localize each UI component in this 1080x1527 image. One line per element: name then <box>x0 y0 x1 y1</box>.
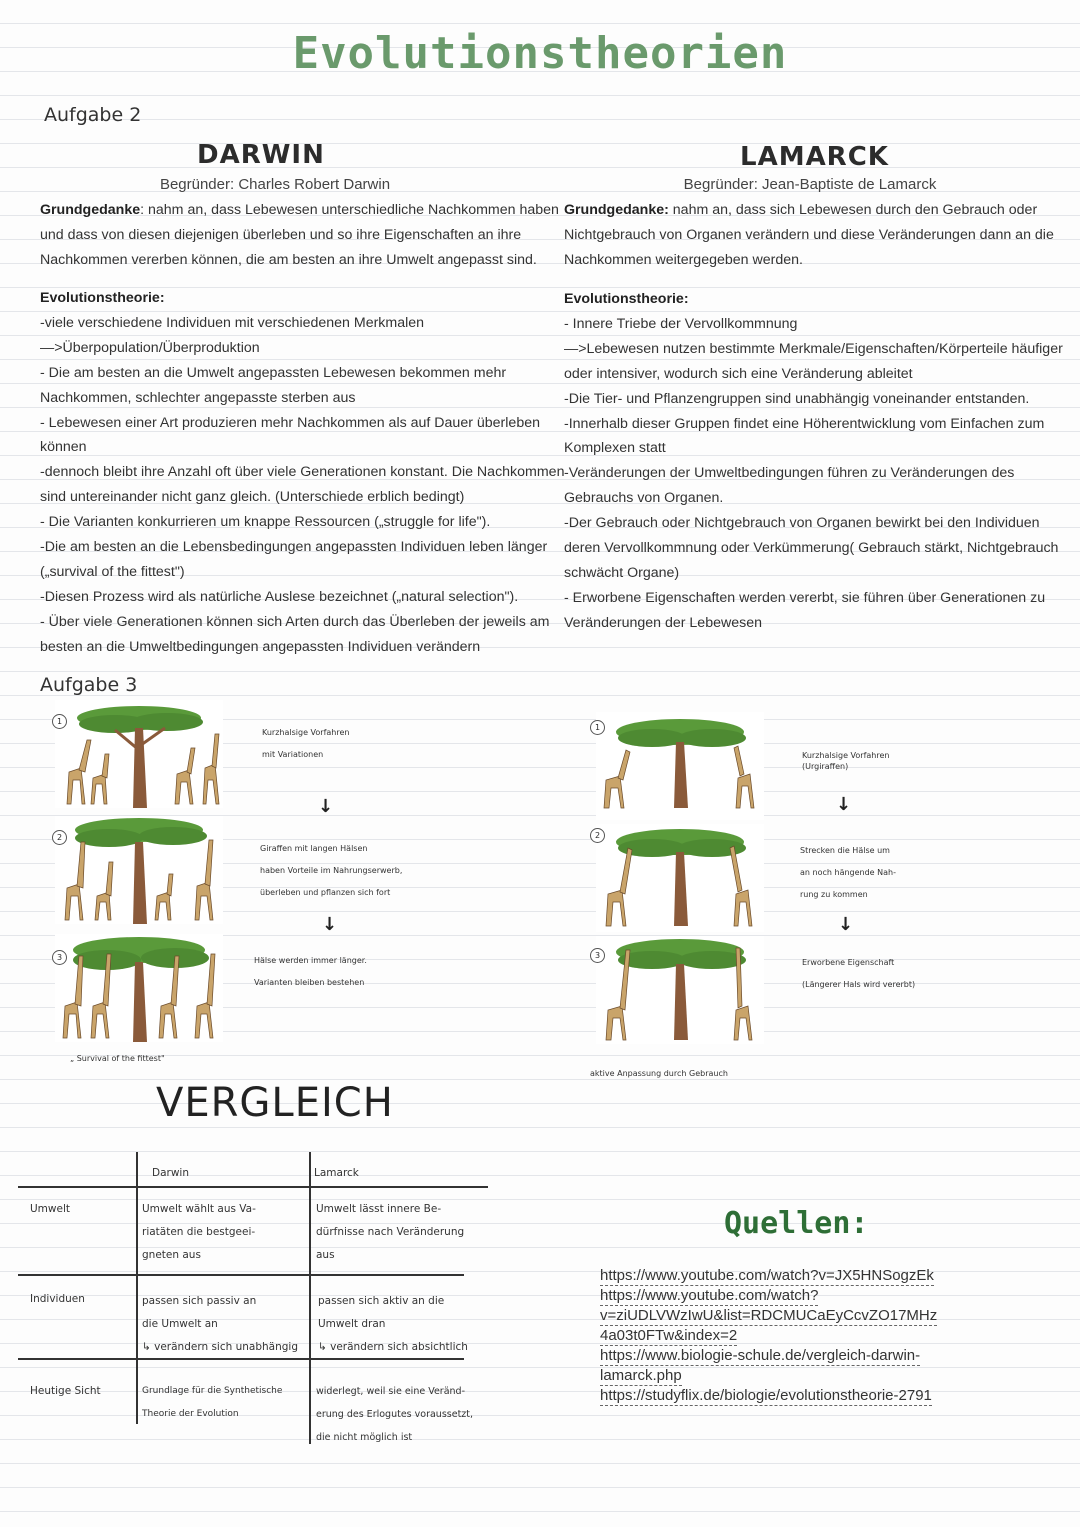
theorie-label: Evolutionstheorie: <box>40 290 165 306</box>
theorie-line: -Der Gebrauch oder Nichtgebrauch von Organen bewirkt bei den Individuen <box>564 515 1040 532</box>
lamarck-theorie <box>564 287 1064 636</box>
grundgedanke-label: Grundgedanke: <box>564 202 669 218</box>
theorie-label: Evolutionstheorie: <box>564 291 689 307</box>
theorie-line: schwächt Organe) <box>564 564 680 581</box>
theorie-line: besten an die Umweltbedingungen angepassten Individuen verändern <box>40 638 481 655</box>
lamarck-illustration-1 <box>596 712 764 820</box>
darwin-illustration-1 <box>55 700 223 808</box>
darwin-theorie <box>40 286 565 660</box>
text-line: und dass von diesen diejenigen überleben und so ihre Eigenschaften an ihre <box>40 226 522 243</box>
table-divider <box>309 1152 311 1444</box>
cell-lamarck-heutige-sicht <box>316 1380 473 1449</box>
table-divider <box>136 1152 138 1424</box>
table-divider <box>18 1186 488 1188</box>
lamarck-theorie-list <box>564 312 1064 636</box>
cell-line: riatäten die bestgeei- <box>142 1226 256 1238</box>
row-label-heutige-sicht: Heutige Sicht <box>30 1385 101 1397</box>
cell-darwin-heutige-sicht <box>142 1380 282 1426</box>
grundgedanke-label: Grundgedanke <box>40 202 141 218</box>
step-number: 2 <box>590 828 605 843</box>
note-line: rung zu kommen <box>800 890 868 899</box>
cell-line: gneten aus <box>142 1249 201 1261</box>
lamarck-illustration-2 <box>596 824 764 932</box>
row-label-individuen: Individuen <box>30 1293 85 1305</box>
cell-lamarck-umwelt <box>316 1198 464 1267</box>
cell-line: die Umwelt an <box>142 1318 218 1330</box>
theorie-line: Gebrauchs von Organen. <box>564 490 724 507</box>
cell-lamarck-individuen <box>318 1290 468 1359</box>
lamarck-heading: LAMARCK <box>740 142 889 172</box>
note-line: (Urgiraffen) <box>802 762 849 771</box>
theorie-line: - Lebewesen einer Art produzieren mehr Nachkommen als auf Dauer überleben <box>40 414 540 431</box>
text-line: nahm an, dass sich Lebewesen durch den Gebrauch oder <box>668 202 1038 218</box>
darwin-heading: DARWIN <box>197 140 325 170</box>
note-line: Kurzhalsige Vorfahren <box>802 751 890 760</box>
row-label-umwelt: Umwelt <box>30 1203 70 1215</box>
cell-line: Grundlage für die Synthetische <box>142 1386 283 1396</box>
lamarck-grundgedanke <box>564 198 1064 273</box>
lamarck-note-1 <box>802 750 889 772</box>
darwin-grundgedanke <box>40 198 559 273</box>
text-line: : nahm an, dass Lebewesen unterschiedliche Nachkommen haben <box>140 202 559 218</box>
source-link[interactable]: https://www.biologie-schule.de/vergleich-darwin- <box>600 1347 921 1364</box>
cell-line: aus <box>316 1249 335 1261</box>
theorie-line: —>Lebewesen nutzen bestimmte Merkmale/Eigenschaften/Körperteile häufiger <box>564 340 1063 357</box>
text-line: Nachkommen weitergegeben werden. <box>564 251 803 268</box>
cell-line: Umwelt lässt innere Be- <box>316 1203 442 1215</box>
theorie-line: -Die Tier- und Pflanzengruppen sind unabhängig voneinander entstanden. <box>564 390 1030 407</box>
step-number: 3 <box>52 950 67 965</box>
note-line: Hälse werden immer länger. <box>254 956 367 965</box>
note-line: Strecken die Hälse um <box>800 846 890 855</box>
page-title: Evolutionstheorien <box>292 28 788 79</box>
note-line: Varianten bleiben bestehen <box>254 978 365 987</box>
down-arrow-icon: ↓ <box>322 914 338 935</box>
aufgabe-2-label: Aufgabe 2 <box>44 104 142 126</box>
note-line: Kurzhalsige Vorfahren <box>262 728 350 737</box>
theorie-line: oder intensiver, wodurch sich eine Veränderung ableitet <box>564 365 913 382</box>
theorie-line: —>Überpopulation/Überproduktion <box>40 339 260 356</box>
lamarck-note-2 <box>800 840 896 906</box>
darwin-theorie-list <box>40 311 565 660</box>
cell-line: widerlegt, weil sie eine Veränd- <box>316 1386 466 1397</box>
theorie-line: - Über viele Generationen können sich Arten durch das Überleben der jeweils am <box>40 613 550 630</box>
theorie-line: -Veränderungen der Umweltbedingungen führen zu Veränderungen des <box>564 465 1015 482</box>
theorie-line: sind untereinander nicht ganz gleich. (Unterschiede erblich bedingt) <box>40 489 465 506</box>
theorie-line: - Die am besten an die Umwelt angepassten Lebewesen bekommen mehr <box>40 364 507 381</box>
step-number: 2 <box>52 830 67 845</box>
note-line: (Längerer Hals wird vererbt) <box>802 980 916 989</box>
source-link[interactable]: https://www.youtube.com/watch?v=JX5HNSogzEk <box>600 1267 934 1284</box>
theorie-line: -Innerhalb dieser Gruppen findet eine Höherentwicklung vom Einfachen zum <box>564 415 1045 432</box>
cell-line: passen sich passiv an <box>142 1295 257 1307</box>
lamarck-note-3 <box>802 952 915 996</box>
cell-darwin-individuen <box>142 1290 298 1359</box>
note-line: überleben und pflanzen sich fort <box>260 888 391 897</box>
cell-line: ↳ verändern sich unabhängig <box>142 1341 299 1353</box>
theorie-line: - Erworbene Eigenschaften werden vererbt, sie führen über Generationen zu <box>564 589 1046 606</box>
comparison-table <box>18 1152 488 1448</box>
aufgabe-3-label: Aufgabe 3 <box>40 674 138 696</box>
darwin-note-3 <box>254 950 367 994</box>
theorie-line: -dennoch bleibt ihre Anzahl oft über viele Generationen konstant. Die Nachkommen <box>40 464 565 481</box>
col-header-darwin: Darwin <box>152 1167 189 1179</box>
theorie-line: -Diesen Prozess wird als natürliche Auslese bezeichnet („natural selection"). <box>40 588 519 605</box>
cell-line: erung des Erlogutes voraussetzt, <box>316 1409 474 1420</box>
theorie-line: („survival of the fittest") <box>40 563 185 580</box>
darwin-note-1 <box>262 722 349 766</box>
theorie-line: Veränderungen der Lebewesen <box>564 614 762 631</box>
quellen-heading: Quellen: <box>724 1206 869 1241</box>
darwin-founder: Begründer: Charles Robert Darwin <box>159 176 391 193</box>
cell-line: Umwelt dran <box>318 1318 386 1330</box>
theorie-line: können <box>40 439 87 456</box>
darwin-illustration-2 <box>55 816 223 924</box>
source-link[interactable]: lamarck.php <box>600 1367 682 1384</box>
theorie-line: - Innere Triebe der Vervollkommnung <box>564 315 798 332</box>
darwin-diagram-caption: „ Survival of the fittest" <box>70 1054 165 1063</box>
note-line: Giraffen mit langen Hälsen <box>260 844 368 853</box>
theorie-line: -viele verschiedene Individuen mit verschiedenen Merkmalen <box>40 314 425 331</box>
darwin-note-2 <box>260 838 402 904</box>
text-line: Nachkommen vererben können, die am besten an ihre Umwelt angepasst sind. <box>40 251 537 268</box>
theorie-line: - Die Varianten konkurrieren um knappe Ressourcen („struggle for life"). <box>40 514 491 531</box>
down-arrow-icon: ↓ <box>318 796 334 817</box>
step-number: 3 <box>590 948 605 963</box>
vergleich-heading: VERGLEICH <box>156 1080 394 1126</box>
cell-line: dürfnisse nach Veränderung <box>316 1226 465 1238</box>
note-line: Erworbene Eigenschaft <box>802 958 895 967</box>
table-divider <box>18 1274 464 1276</box>
source-link[interactable]: https://studyflix.de/biologie/evolutionstheorie-2791 <box>600 1387 932 1404</box>
theorie-line: deren Vervollkommnung oder Verkümmerung( Gebrauch stärkt, Nichtgebrauch <box>564 540 1059 557</box>
lamarck-illustration-3 <box>596 936 764 1044</box>
step-number: 1 <box>52 714 67 729</box>
theorie-line: Nachkommen, schlechter angepasste sterben aus <box>40 389 356 406</box>
source-link[interactable]: v=ziUDLVWzIwU&list=RDCMUCaEyCcvZO17MHz <box>600 1307 938 1324</box>
source-link[interactable]: 4a03t0FTw&index=2 <box>600 1327 738 1344</box>
cell-line: ↳ verändern sich absichtlich <box>318 1341 468 1353</box>
cell-line: die nicht möglich ist <box>316 1432 413 1443</box>
source-link[interactable]: https://www.youtube.com/watch? <box>600 1287 819 1304</box>
cell-line: Theorie der Evolution <box>142 1409 239 1419</box>
col-header-lamarck: Lamarck <box>314 1167 359 1179</box>
theorie-line: -Die am besten an die Lebensbedingungen angepassten Individuen leben länger <box>40 539 548 556</box>
text-line: Nichtgebrauch von Organen verändern und diese Veränderungen dann an die <box>564 226 1054 243</box>
theorie-line: Komplexen statt <box>564 440 666 457</box>
quellen-links <box>600 1266 937 1406</box>
down-arrow-icon: ↓ <box>836 794 852 815</box>
lamarck-founder: Begründer: Jean-Baptiste de Lamarck <box>683 176 937 193</box>
step-number: 1 <box>590 720 605 735</box>
lamarck-diagram-caption: aktive Anpassung durch Gebrauch <box>590 1069 728 1078</box>
note-line: haben Vorteile im Nahrungserwerb, <box>260 866 403 875</box>
cell-line: Umwelt wählt aus Va- <box>142 1203 256 1215</box>
note-line: an noch hängende Nah- <box>800 868 896 877</box>
darwin-illustration-3 <box>55 934 223 1042</box>
cell-line: passen sich aktiv an die <box>318 1295 445 1307</box>
note-line: mit Variationen <box>262 750 324 759</box>
cell-darwin-umwelt <box>142 1198 256 1267</box>
down-arrow-icon: ↓ <box>838 914 854 935</box>
